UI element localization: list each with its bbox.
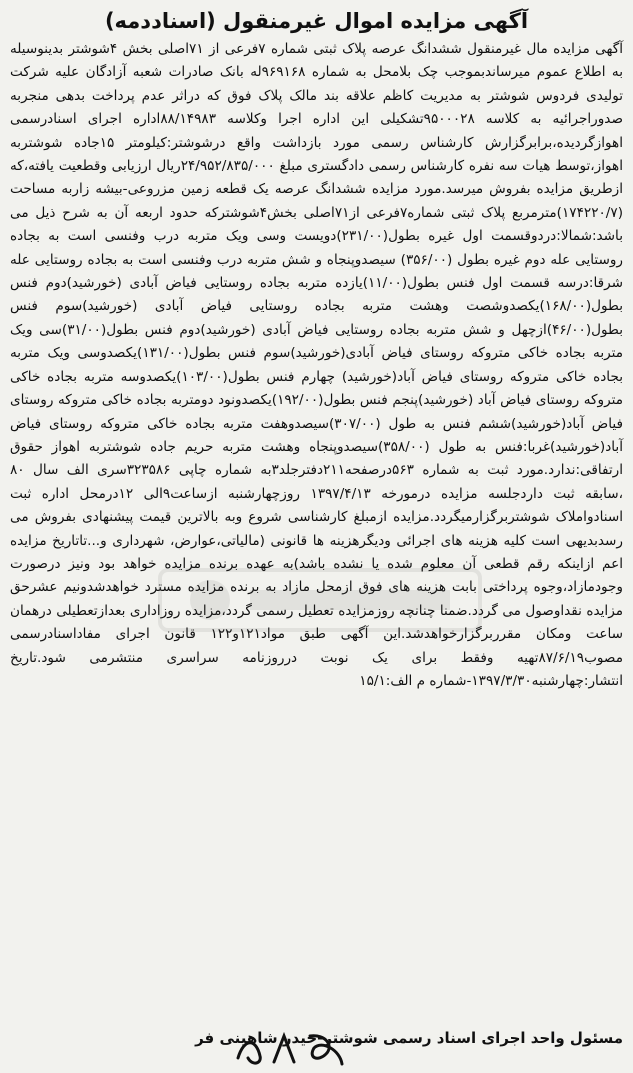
notice-signature: مسئول واحد اجرای اسناد رسمی شوشتر-حیدر شاهینی فر [195, 1029, 623, 1047]
notice-title: آگهی مزایده اموال غیرمنقول (اسناددمه) [104, 9, 529, 33]
notice-paragraph: آگهی مزایده مال غیرمنقول ششدانگ عرصه پلاک ثبتی شماره ۷فرعی از ۷۱اصلی بخش ۴شوشتر بدینوسیله به اطلاع عموم میرساندبموجب چک بلامحل به شماره ۹۶۹۱۶۸له بانک صادرات شعبه آزادگان علیه شرکت تولیدی فردوس شوشتر به مدیریت کاظم علاقه بند مالک پلاک فوق که دراثر عدم پرداخت بدهی منجربه صدوراجرائیه به کلاسه ۹۵۰۰۰۲۸تشکیلی این اداره اجرا وکلاسه ۸۸/۱۴۹۸۳اداره اجرای اسنادرسمی اهوازگردیده،برابرگزارش کارشناس رسمی مورد بازداشت واقع درشوشتر:کیلومتر ۱۵جاده شوشتربه اهواز،توسط هیات سه نفره کارشناس رسمی دادگستری مبلغ ۲۴/۹۵۲/۸۳۵/۰۰۰ریال ارزیابی وقطعیت یافته،که ازطریق مزایده بفروش میرسد.مورد مزایده ششدانگ عرصه یک قطعه زمین مزروعی-بیشه زاربه مساحت (۱۷۴۲۲۰/۷)مترمربع پلاک ثبتی شماره۷فرعی از۷۱اصلی بخش۴شوشترکه حدود اربعه آن به شرح ذیل می باشد:شمالا:دردوقسمت اول غیره بطول(۲۳۱/۰۰)دویست وسی ویک متربه درب وفنسی است به بجاده روستایی عله دوم غیره بطول (۳۵۶/۰۰) سیصدوپنجاه و شش متربه درب وفنسی است به بجاده روستایی عله شرقا:درسه قسمت اول فنس بطول(۱۱/۰۰)یازده متربه بجاده روستایی فیاض آبادی (خورشید)دوم فنس بطول(۱۶۸/۰۰)یکصدوشصت وهشت متربه بجاده روستایی فیاض آبادی (خورشید)سوم فنس بطول(۴۶/۰۰)ازچهل و شش متربه بجاده روستایی فیاض آبادی (خورشید)دوم فنس بطول(۳۱/۰۰)سی ویک متربه بجاده خاکی متروکه روستای فیاض آبادی(خورشید)سوم فنس بطول(۱۳۱/۰۰)یکصدوسی ویک متربه بجاده خاکی متروکه روستای فیاض آباد(خورشید) چهارم فنس بطول(۱۰۳/۰۰)یکصدوسه متربه بجاده خاکی متروکه روستای فیاض آباد (خورشید)پنجم فنس بطول(۱۹۲/۰۰)یکصدونود دومتربه بجاده خاکی متروکه روستای فیاض آباد(خورشید)ششم فنس به طول (۳۰۷/۰۰)سیصدوهفت متربه بجاده خاکی متروکه روستای فیاض آباد(خورشید)غربا:فنس به طول (۳۵۸/۰۰)سیصدوپنجاه وهشت متربه حریم جاده شوشتربه اهواز حقوق ارتفاقی:ندارد.مورد ثبت به شماره ۵۶۳درصفحه۲۱۱دفترجلد۳به شماره چاپی ۳۲۳۵۸۶سری الف سال ۸۰ ،سابقه ثبت داردجلسه مزایده درمورخه ۱۳۹۷/۴/۱۳ روزچهارشنبه ازساعت۹الی ۱۲درمحل اداره ثبت اسنادواملاک شوشتربرگزارمیگردد.مزایده ازمبلغ کارشناسی شروع وبه بالاترین قیمت پیشنهادی بفروش می رسدبدیهی است کلیه هزینه های اجرائی ودیگرهزینه ها قانونی (مالیاتی،عوارض، شهرداری و...تاتاریخ مزایده اعم ازاینکه رقم قطعی آن معلوم شده یا نشده باشد)به عهده برنده مزایده خواهد بود ونیز درصورت وجودمازاد،وجوه پرداختی بابت هزینه های فوق ازمحل مازاد به برنده مزایده مسترد خواهدشدونیم عشرحق مزایده نقداوصول می گردد.ضمنا چنانچه روزمزایده تعطیل رسمی گردد،مزایده روزاداری بعدازتعطیلی درهمان ساعت ومکان مقرربرگزارخواهدشد.این آگهی طبق مواد۱۲۱و۱۲۲ قانون اجرای مفاداسنادرسمی مصوب۸۷/۶/۱۹تهیه وفقط برای یک نوبت درروزنامه سراسری منتشرمی شود.تاریخ انتشار:چهارشنبه۱۳۹۷/۳/۳۰-شماره م الف:۱۵/۱ [10, 41, 624, 689]
notice-body [10, 38, 623, 693]
handwritten-number-mark [230, 1028, 350, 1072]
